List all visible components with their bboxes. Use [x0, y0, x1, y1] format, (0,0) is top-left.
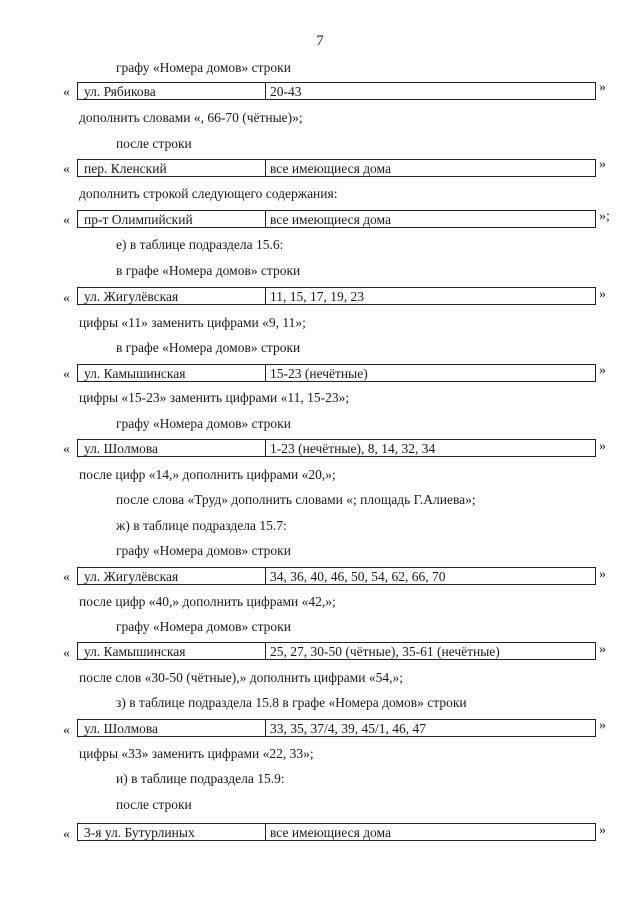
open-quote: « — [63, 646, 70, 661]
table-row — [77, 364, 596, 382]
houses-cell: все имеющиеся дома — [270, 212, 391, 227]
text-line: после слова «Труд» дополнить словами «; площадь Г.Алиева»; — [116, 492, 476, 507]
table-row — [77, 567, 596, 585]
street-cell: ул. Жигулёвская — [78, 568, 266, 584]
text-line: после цифр «14,» дополнить цифрами «20,»; — [79, 467, 336, 482]
houses-cell: все имеющиеся дома — [270, 161, 391, 176]
street-cell: 3-я ул. Бутурлиных — [78, 824, 266, 840]
table-row — [77, 439, 596, 457]
text-line: з) в таблице подраздела 15.8 в графе «Номера домов» строки — [116, 695, 467, 710]
houses-cell: 33, 35, 37/4, 39, 45/1, 46, 47 — [270, 721, 427, 736]
table-row — [77, 823, 596, 841]
houses-cell: 25, 27, 30-50 (чётные), 35-61 (нечётные) — [270, 644, 500, 659]
open-quote: « — [63, 85, 70, 100]
open-quote: « — [63, 162, 70, 177]
text-line: графу «Номера домов» строки — [116, 60, 291, 75]
open-quote: « — [63, 367, 70, 382]
open-quote: « — [63, 570, 70, 585]
street-cell: ул. Рябикова — [78, 83, 266, 99]
close-quote: » — [599, 363, 606, 378]
houses-cell: 11, 15, 17, 19, 23 — [270, 289, 364, 304]
street-cell: пер. Кленский — [78, 160, 266, 176]
close-quote: » — [599, 157, 606, 172]
text-line: графу «Номера домов» строки — [116, 619, 291, 634]
table-row — [77, 642, 596, 660]
houses-cell: все имеющиеся дома — [270, 825, 391, 840]
street-cell: ул. Камышинская — [78, 643, 266, 659]
open-quote: « — [63, 213, 70, 228]
close-quote: » — [599, 287, 606, 302]
table-row — [77, 82, 596, 100]
houses-cell: 34, 36, 40, 46, 50, 54, 62, 66, 70 — [270, 569, 446, 584]
close-quote: » — [599, 439, 606, 454]
table-row — [77, 159, 596, 177]
text-line: цифры «15-23» заменить цифрами «11, 15-23»; — [79, 390, 350, 405]
close-quote: »; — [599, 209, 610, 224]
street-cell: ул. Камышинская — [78, 365, 266, 381]
open-quote: « — [63, 442, 70, 457]
text-line: ж) в таблице подраздела 15.7: — [116, 518, 287, 533]
text-line: графу «Номера домов» строки — [116, 416, 291, 431]
text-line: цифры «33» заменить цифрами «22, 33»; — [79, 746, 314, 761]
houses-cell: 1-23 (нечётные), 8, 14, 32, 34 — [270, 441, 436, 456]
close-quote: » — [599, 80, 606, 95]
text-line: цифры «11» заменить цифрами «9, 11»; — [79, 315, 306, 330]
houses-cell: 15-23 (нечётные) — [270, 366, 368, 381]
text-line: дополнить строкой следующего содержания: — [79, 186, 338, 201]
table-row — [77, 719, 596, 737]
street-cell: ул. Шолмова — [78, 720, 266, 736]
text-line: в графе «Номера домов» строки — [116, 340, 301, 355]
close-quote: » — [599, 567, 606, 582]
text-line: после цифр «40,» дополнить цифрами «42,»; — [79, 594, 336, 609]
table-row — [77, 210, 596, 228]
text-line: после слов «30-50 (чётные),» дополнить цифрами «54,»; — [79, 670, 403, 685]
text-line: графу «Номера домов» строки — [116, 543, 291, 558]
table-row — [77, 287, 596, 305]
text-line: в графе «Номера домов» строки — [116, 263, 301, 278]
text-line: дополнить словами «, 66-70 (чётные)»; — [79, 110, 303, 125]
text-line: и) в таблице подраздела 15.9: — [116, 771, 285, 786]
street-cell: ул. Шолмова — [78, 440, 266, 456]
text-line: е) в таблице подраздела 15.6: — [116, 237, 284, 252]
street-cell: ул. Жигулёвская — [78, 288, 266, 304]
open-quote: « — [63, 827, 70, 842]
page-number: 7 — [316, 33, 324, 49]
text-line: после строки — [116, 136, 192, 151]
close-quote: » — [599, 642, 606, 657]
close-quote: » — [599, 823, 606, 838]
open-quote: « — [63, 291, 70, 306]
close-quote: » — [599, 718, 606, 733]
street-cell: пр-т Олимпийский — [78, 211, 266, 227]
open-quote: « — [63, 723, 70, 738]
text-line: после строки — [116, 797, 192, 812]
houses-cell: 20-43 — [270, 84, 302, 99]
